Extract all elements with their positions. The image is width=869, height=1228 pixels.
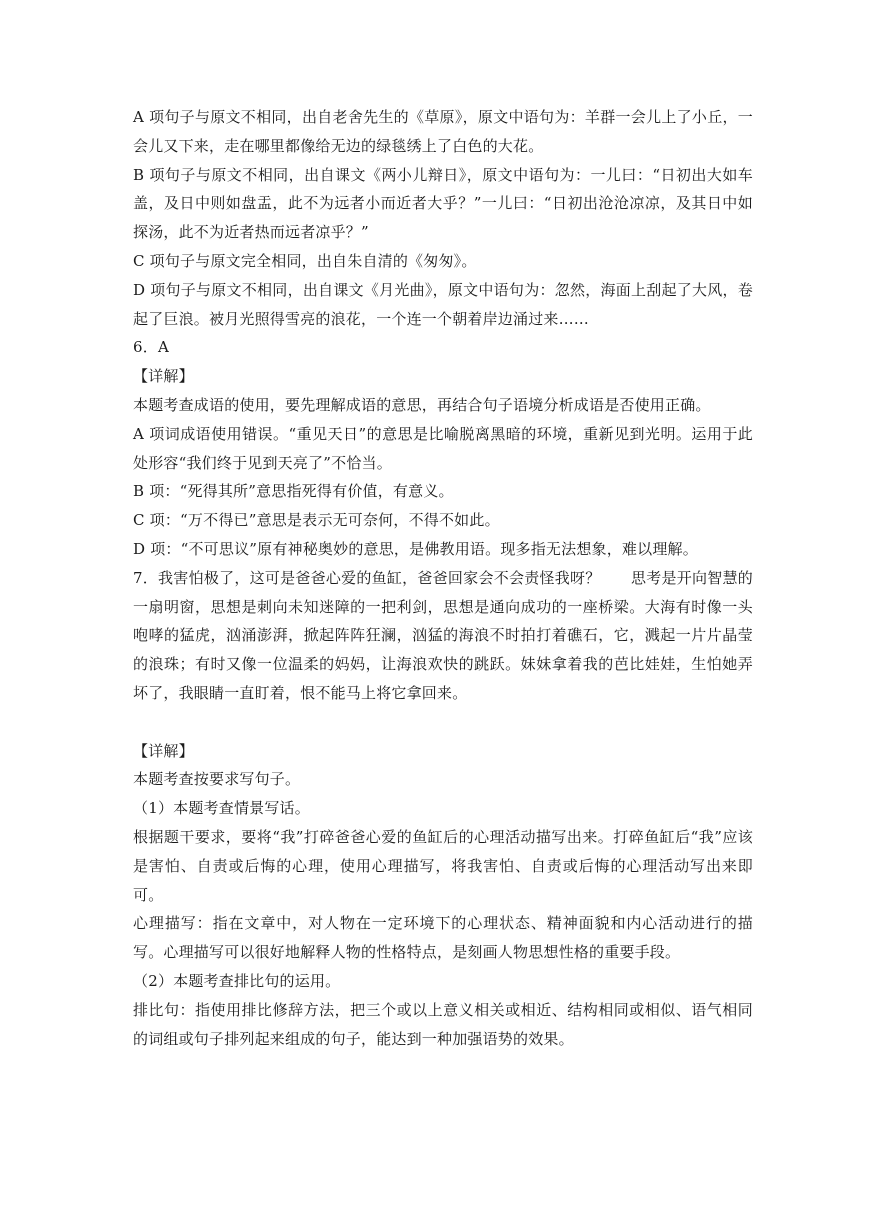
paragraph-idiom-intro: 本题考查成语的使用，要先理解成语的意思，再结合句子语境分析成语是否使用正确。 [133,395,711,414]
blank-line [133,708,753,737]
paragraph-part-1-requirement: 根据题干要求，要将“我”打碎爸爸心爱的鱼缸后的心理活动描写出来。打碎鱼缸后“我”应该是害怕、自责或后悔的心理，使用心理描写，将我害怕、自责或后悔的心理活动写出来即可。 [133,827,753,904]
paragraph-option-c-explanation: C 项句子与原文完全相同，出自朱自清的《匆匆》。 [133,251,477,270]
paragraph-option-d-explanation: D 项句子与原文不相同，出自课文《月光曲》，原文中语句为：忽然，海面上刮起了大风，卷起了巨浪。被月光照得雪亮的浪花，一个连一个朝着岸边涌过来…… [133,280,753,328]
document-body [133,103,753,1053]
paragraph-idiom-c: C 项：“万不得已”意思是表示无可奈何，不得不如此。 [133,511,500,530]
answer-7: 7．我害怕极了，这可是爸爸心爱的鱼缸，爸爸回家会不会责怪我呀？ 思考是开向智慧的一扇明窗，思想是刺向未知迷障的一把利剑，思想是通向成功的一座桥梁。大海有时像一头咆哮的猛虎，汹涌澎湃，掀起阵阵狂澜，汹猛的海浪不时拍打着礁石，它，溅起一片片晶莹的浪珠；有时又像一位温柔的妈妈，让海浪欢快的跳跃。妹妹拿着我的芭比娃娃，生怕她弄坏了，我眼睛一直盯着，恨不能马上将它拿回来。 [133,568,753,702]
paragraph-parallelism-definition: 排比句：指使用排比修辞方法，把三个或以上意义相关或相近、结构相同或相似、语气相同的词组或句子排列起来组成的句子，能达到一种加强语势的效果。 [133,1000,753,1048]
section-heading-detail: 【详解】 [133,741,194,760]
paragraph-idiom-a: A 项词成语使用错误。“重见天日”的意思是比喻脱离黑暗的环境，重新见到光明。运用于此处形容“我们终于见到天亮了”不恰当。 [133,424,753,472]
paragraph-sentence-intro: 本题考查按要求写句子。 [133,770,301,789]
paragraph-option-b-explanation: B 项句子与原文不相同，出自课文《两小儿辩日》，原文中语句为：一儿曰：“日初出大如车盖，及日中则如盘盂，此不为远者小而近者大乎？”一儿曰：“日初出沧沧凉凉，及其日中如探汤，此不为近者热而远者凉乎？” [133,165,753,242]
answer-6: 6．A [133,338,169,357]
section-heading-detail: 【详解】 [133,367,194,386]
paragraph-option-a-explanation: A 项句子与原文不相同，出自老舍先生的《草原》，原文中语句为：羊群一会儿上了小丘，一会儿又下来，走在哪里都像给无边的绿毯绣上了白色的大花。 [133,108,753,155]
paragraph-part-1-heading: （1）本题考查情景写话。 [133,799,310,818]
paragraph-idiom-d: D 项：“不可思议”原有神秘奥妙的意思，是佛教用语。现多指无法想象，难以理解。 [133,539,698,558]
paragraph-psychological-description: 心理描写：指在文章中，对人物在一定环境下的心理状态、精神面貌和内心活动进行的描写。心理描写可以很好地解释人物的性格特点，是刻画人物思想性格的重要手段。 [133,914,753,962]
paragraph-part-2-heading: （2）本题考查排比句的运用。 [133,971,341,990]
paragraph-idiom-b: B 项：“死得其所”意思指死得有价值，有意义。 [133,482,454,501]
